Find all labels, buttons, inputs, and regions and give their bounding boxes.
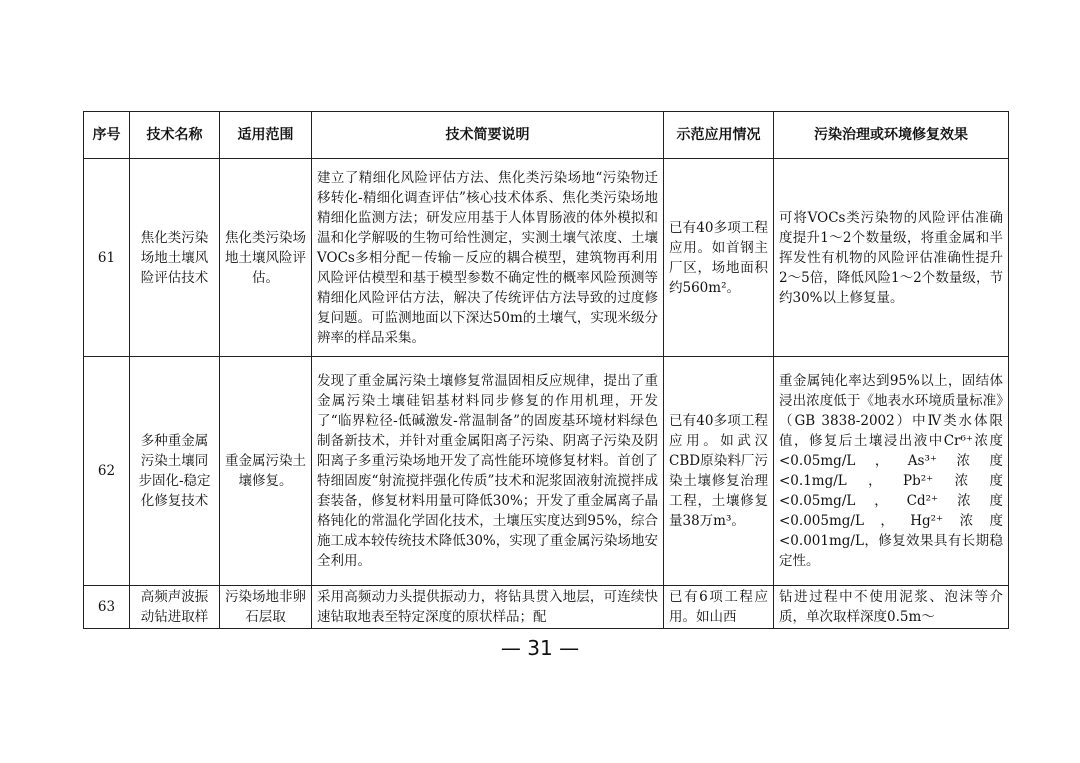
row-tech-name: 焦化类污染场地土壤风险评估技术: [130, 159, 220, 357]
table-header-row: [84, 112, 1009, 159]
row-serial: 63: [84, 586, 130, 629]
row-demo-application: 已有40多项工程应用。如首钢主厂区，场地面积约560m²。: [664, 159, 774, 357]
header-effect: 污染治理或环境修复效果: [774, 112, 1009, 159]
row-description: 采用高频动力头提供振动力，将钻具贯入地层，可连续快速钻取地表至特定深度的原状样品；配: [312, 586, 664, 629]
row-effect: 可将VOCs类污染物的风险评估准确度提升1～2个数量级，将重金属和半挥发性有机物的风险评估准确性提升2～5倍，降低风险1～2个数量级，节约30%以上修复量。: [774, 159, 1009, 357]
header-description: 技术简要说明: [312, 112, 664, 159]
row-effect: 钻进过程中不使用泥浆、泡沫等介质，单次取样深度0.5m～: [774, 586, 1009, 629]
header-scope: 适用范围: [220, 112, 312, 159]
row-scope: 污染场地非卵石层取: [220, 586, 312, 629]
header-demo-application: 示范应用情况: [664, 112, 774, 159]
row-tech-name: 高频声波振动钻进取样: [130, 586, 220, 629]
row-serial: 61: [84, 159, 130, 357]
row-description: 建立了精细化风险评估方法、焦化类污染场地“污染物迁移转化-精细化调查评估”核心技术体系、焦化类污染场地精细化监测方法；研发应用基于人体胃肠液的体外模拟和温和化学解吸的生物可给性测定，实测土壤气浓度、土壤VOCs多相分配－传输－反应的耦合模型，建筑物再利用风险评估模型和基于模型参数不确定性的概率风险预测等精细化风险评估方法，解决了传统评估方法导致的过度修复问题。可监测地面以下深达50m的土壤气，实现米级分辨率的样品采集。: [312, 159, 664, 357]
table-row: [84, 586, 1009, 629]
technology-table: [83, 111, 1009, 629]
row-effect: 重金属钝化率达到95%以上，固结体浸出浓度低于《地表水环境质量标准》（GB 3838-2002）中Ⅳ类水体限值，修复后土壤浸出液中Cr⁶⁺浓度<0.05mg/L，As³⁺浓度<0.1mg/L，Pb²⁺浓度<0.05mg/L，Cd²⁺浓度<0.005mg/L，Hg²⁺浓度<0.001mg/L，修复效果具有长期稳定性。: [774, 357, 1009, 586]
row-serial: 62: [84, 357, 130, 586]
row-description: 发现了重金属污染土壤修复常温固相反应规律，提出了重金属污染土壤硅铝基材料同步修复的作用机理，开发了“临界粒径-低碱激发-常温制备”的固废基环境材料绿色制备新技术，并针对重金属阳离子污染、阴离子污染及阴阳离子多重污染场地开发了高性能环境修复材料。首创了特细固废“射流搅拌强化传质”技术和泥浆固液射流搅拌成套装备，修复材料用量可降低30%；开发了重金属离子晶格钝化的常温化学固化技术，土壤压实度达到95%，综合施工成本较传统技术降低30%，实现了重金属污染场地安全利用。: [312, 357, 664, 586]
page-number: — 31 —: [500, 636, 580, 660]
row-tech-name: 多种重金属污染土壤同步固化-稳定化修复技术: [130, 357, 220, 586]
row-scope: 重金属污染土壤修复。: [220, 357, 312, 586]
row-scope: 焦化类污染场地土壤风险评估。: [220, 159, 312, 357]
row-demo-application: 已有6项工程应用。如山西: [664, 586, 774, 629]
header-serial: 序号: [84, 112, 130, 159]
table-row: [84, 357, 1009, 586]
row-demo-application: 已有40多项工程应用。如武汉CBD原染料厂污染土壤修复治理工程，土壤修复量38万m³。: [664, 357, 774, 586]
header-tech-name: 技术名称: [130, 112, 220, 159]
table-row: [84, 159, 1009, 357]
